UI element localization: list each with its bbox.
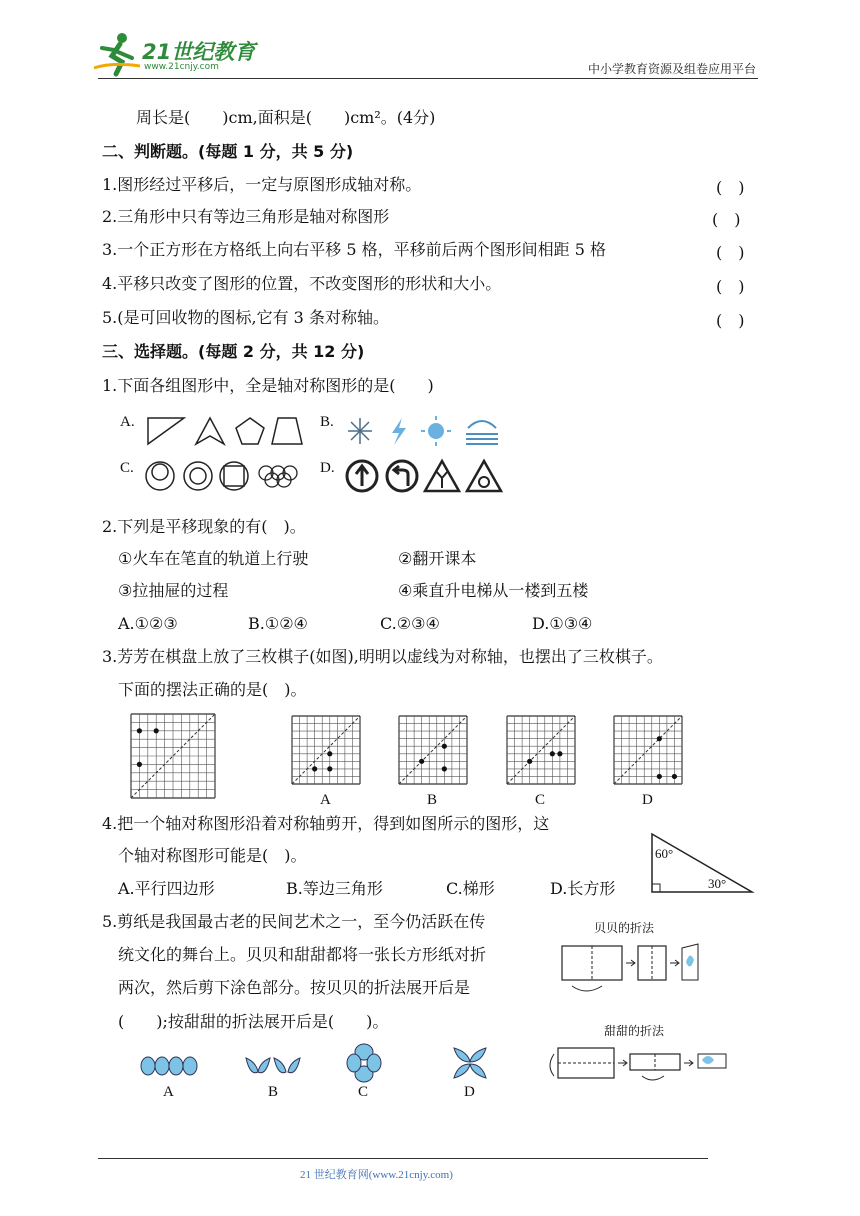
beibei-fold-diagram	[562, 942, 712, 1002]
q4-stem-1: 4.把一个轴对称图形沿着对称轴剪开，得到如图所示的图形，这	[102, 814, 550, 833]
top-line: 周长是( )cm,面积是( )cm²。(4分)	[136, 108, 436, 127]
judge-item-3: 3.一个正方形在方格纸上向右平移 5 格，平移前后两个图形间相距 5 格	[102, 240, 606, 259]
q2-choice-b: B.①②④	[248, 614, 308, 633]
q5-label-b: B	[268, 1084, 279, 1100]
logo-title: 21世纪教育	[142, 40, 256, 64]
q3-board-d	[614, 716, 682, 784]
section2-title: 二、判断题。(每题 1 分，共 5 分)	[102, 142, 354, 161]
q5-line-1: 5.剪纸是我国最古老的民间艺术之一，至今仍活跃在传	[102, 912, 486, 931]
arrow-up-sign-icon	[347, 461, 377, 491]
fog-icon	[466, 421, 498, 444]
q1-option-a-shapes	[144, 414, 304, 450]
q3-label-d: D	[642, 792, 653, 808]
q5-option-b-butterflies	[244, 1054, 304, 1084]
tiantian-fold-diagram	[546, 1044, 736, 1094]
turn-left-sign-icon	[387, 461, 417, 491]
q5-option-c-butterfly	[344, 1042, 384, 1086]
q4-stem-2: 个轴对称图形可能是( )。	[118, 846, 307, 865]
footer-divider	[98, 1158, 708, 1159]
sun-icon	[421, 416, 451, 446]
angle-60-label: 60°	[655, 846, 674, 861]
q2-opt2: ②翻开课本	[398, 549, 477, 568]
q2-opt3: ③拉抽屉的过程	[118, 581, 229, 600]
q1-label-d: D.	[320, 460, 335, 476]
q5-option-d-butterfly	[450, 1046, 490, 1082]
q3-label-c: C	[535, 792, 546, 808]
judge-item-1: 1.图形经过平移后，一定与原图形成轴对称。	[102, 175, 422, 194]
q5-label-a: A	[163, 1084, 174, 1100]
q1-option-c-shapes	[144, 458, 304, 494]
q2-opt4: ④乘直升电梯从一楼到五楼	[398, 581, 589, 600]
judge-item-2: 2.三角形中只有等边三角形是轴对称图形	[102, 207, 390, 226]
chess-stone	[137, 762, 142, 767]
q4-choice-a: A.平行四边形	[118, 879, 215, 898]
q2-opt1: ①火车在笔直的轨道上行驶	[118, 549, 309, 568]
snowflake-icon	[348, 418, 372, 444]
judge-paren-4: ( )	[716, 277, 745, 296]
q2-choice-c: C.②③④	[380, 614, 440, 633]
q1-stem: 1.下面各组图形中，全是轴对称图形的是( )	[102, 376, 434, 395]
q3-label-a: A	[320, 792, 331, 808]
q3-stem-2: 下面的摆法正确的是( )。	[118, 680, 307, 699]
chess-stone	[442, 766, 447, 771]
chess-stone	[137, 728, 142, 733]
q1-label-c: C.	[120, 460, 134, 476]
tiantian-fold-label: 甜甜的折法	[604, 1024, 665, 1038]
q3-label-b: B	[427, 792, 438, 808]
q2-choice-a: A.①②③	[118, 614, 178, 633]
beibei-fold-label: 贝贝的折法	[594, 921, 655, 935]
chess-stone	[657, 774, 662, 779]
chess-stone	[327, 751, 332, 756]
q4-choice-b: B.等边三角形	[286, 879, 383, 898]
chess-stone	[419, 759, 424, 764]
header-divider	[98, 78, 758, 79]
chess-stone	[557, 751, 562, 756]
judge-item-5: 5.(是可回收物的图标,它有 3 条对称轴。	[102, 308, 389, 327]
chess-stone	[154, 728, 159, 733]
chess-stone	[442, 744, 447, 749]
right-triangle-figure	[648, 832, 758, 894]
q5-option-a-butterflies	[140, 1054, 200, 1084]
chess-stone	[657, 736, 662, 741]
q3-board-b	[399, 716, 467, 784]
q1-label-b: B.	[320, 414, 334, 430]
q3-stem-1: 3.芳芳在棋盘上放了三枚棋子(如图),明明以虚线为对称轴，也摆出了三枚棋子。	[102, 647, 663, 666]
q4-choice-c: C.梯形	[446, 879, 495, 898]
angle-30-label: 30°	[708, 876, 727, 891]
fork-warning-sign-icon	[425, 461, 459, 491]
q3-board-c	[507, 716, 575, 784]
q1-option-d-signs	[346, 458, 516, 494]
section3-title: 三、选择题。(每题 2 分，共 12 分)	[102, 342, 365, 361]
logo-url: www.21cnjy.com	[144, 62, 219, 72]
q5-label-c: C	[358, 1084, 369, 1100]
q3-original-board	[131, 714, 215, 798]
q5-label-d: D	[464, 1084, 475, 1100]
q1-option-b-icons	[346, 414, 506, 450]
q5-line-2: 统文化的舞台上。贝贝和甜甜都将一张长方形纸对折	[118, 945, 487, 964]
q2-choice-d: D.①③④	[532, 614, 593, 633]
chess-stone	[672, 774, 677, 779]
judge-paren-1: ( )	[716, 178, 745, 197]
judge-paren-5: ( )	[716, 311, 745, 330]
q2-stem: 2.下列是平移现象的有( )。	[102, 517, 306, 536]
judge-item-4: 4.平移只改变了图形的位置，不改变图形的形状和大小。	[102, 274, 502, 293]
runner-logo-icon	[92, 32, 142, 76]
site-logo	[92, 32, 262, 78]
q1-label-a: A.	[120, 414, 135, 430]
q4-choice-d: D.长方形	[550, 879, 616, 898]
q5-line-3: 两次，然后剪下涂色部分。按贝贝的折法展开后是	[118, 978, 471, 997]
chess-stone	[550, 751, 555, 756]
lightning-icon	[392, 418, 406, 445]
judge-paren-2: ( )	[712, 210, 741, 229]
q5-line-4: ( );按甜甜的折法展开后是( )。	[118, 1012, 389, 1031]
footer-text: 21 世纪教育网(www.21cnjy.com)	[300, 1169, 453, 1181]
roundabout-warning-sign-icon	[467, 461, 501, 491]
chess-stone	[312, 766, 317, 771]
chess-stone	[527, 759, 532, 764]
judge-paren-3: ( )	[716, 243, 745, 262]
q3-board-a	[292, 716, 360, 784]
platform-name: 中小学教育资源及组卷应用平台	[587, 62, 756, 76]
chess-stone	[327, 766, 332, 771]
